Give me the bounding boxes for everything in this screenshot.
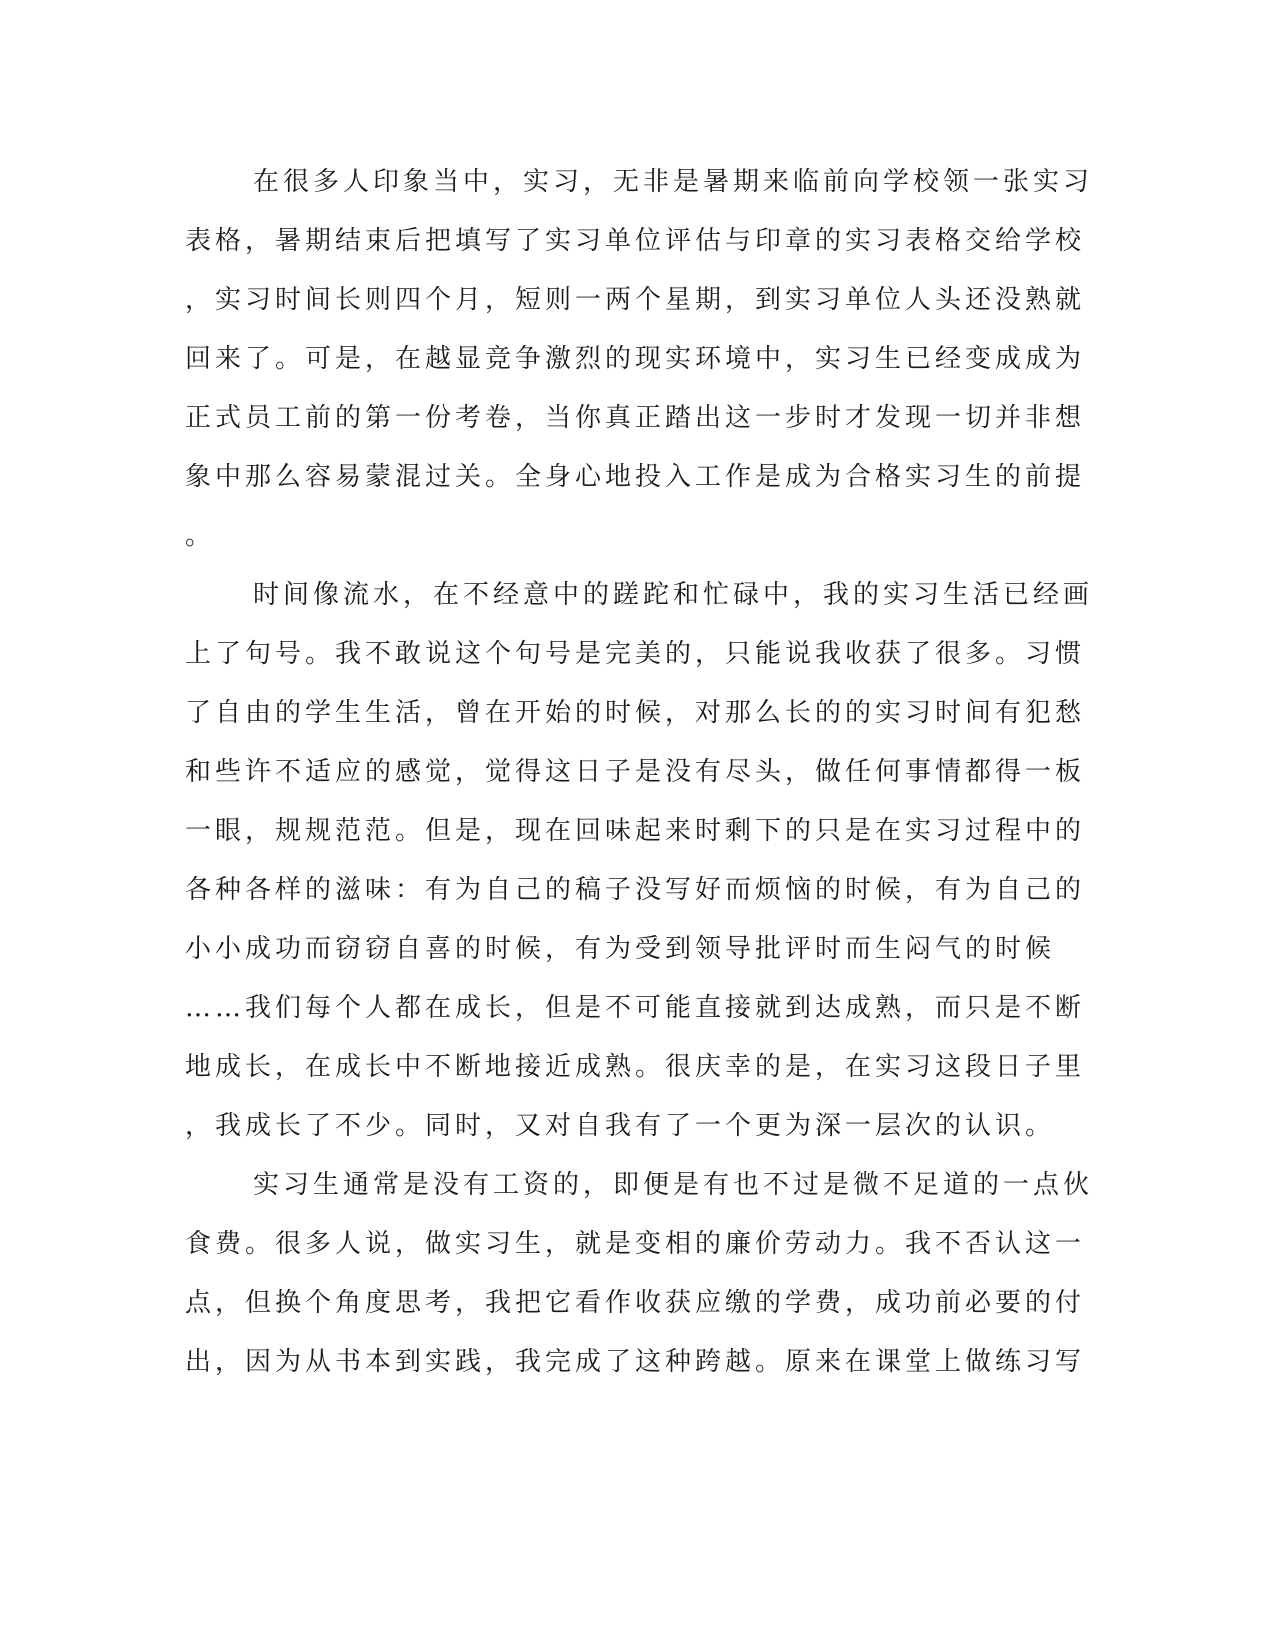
body-text (185, 160, 1094, 1399)
paragraph-2-line-10: ，我成长了不少。同时，又对自我有了一个更为深一层次的认识。 (185, 1111, 1056, 1141)
paragraph-1-line-5: 正式员工前的第一份考卷，当你真正踏出这一步时才发现一切并非想 (185, 403, 1086, 433)
paragraph-3-line-4: 出，因为从书本到实践，我完成了这种跨越。原来在课堂上做练习写 (185, 1347, 1086, 1377)
paragraph-2-line-9: 地成长，在成长中不断地接近成熟。很庆幸的是，在实习这段日子里 (185, 1052, 1086, 1082)
paragraph-3-line-1: 实习生通常是没有工资的，即便是有也不过是微不足道的一点伙 (253, 1170, 1094, 1200)
paragraph-1-line-6: 象中那么容易蒙混过关。全身心地投入工作是成为合格实习生的前提 (185, 462, 1086, 492)
paragraph-2-line-7: 小小成功而窃窃自喜的时候，有为受到领导批评时而生闷气的时候 (185, 934, 1056, 964)
paragraph-1-line-7: 。 (185, 521, 216, 551)
paragraph-2-line-1: 时间像流水，在不经意中的蹉跎和忙碌中，我的实习生活已经画 (253, 580, 1094, 610)
paragraph-2-line-3: 了自由的学生生活，曾在开始的时候，对那么长的的实习时间有犯愁 (185, 698, 1086, 728)
paragraph-2-line-2: 上了句号。我不敢说这个句号是完美的，只能说我收获了很多。习惯 (185, 639, 1086, 669)
paragraph-2-line-5: 一眼，规规范范。但是，现在回味起来时剩下的只是在实习过程中的 (185, 816, 1086, 846)
paragraph-2-line-6: 各种各样的滋味：有为自己的稿子没写好而烦恼的时候，有为自己的 (185, 875, 1086, 905)
paragraph-2-line-8: ……我们每个人都在成长，但是不可能直接就到达成熟，而只是不断 (185, 993, 1086, 1023)
paragraph-1-line-3: ，实习时间长则四个月，短则一两个星期，到实习单位人头还没熟就 (185, 285, 1086, 315)
paragraph-1-line-2: 表格，暑期结束后把填写了实习单位评估与印章的实习表格交给学校 (185, 226, 1086, 256)
paragraph-2-line-4: 和些许不适应的感觉，觉得这日子是没有尽头，做任何事情都得一板 (185, 757, 1086, 787)
paragraph-3-line-3: 点，但换个角度思考，我把它看作收获应缴的学费，成功前必要的付 (185, 1288, 1086, 1318)
paragraph-1-line-4: 回来了。可是，在越显竞争激烈的现实环境中，实习生已经变成成为 (185, 344, 1086, 374)
paragraph-1-line-1: 在很多人印象当中，实习，无非是暑期来临前向学校领一张实习 (253, 167, 1094, 197)
paragraph-3-line-2: 食费。很多人说，做实习生，就是变相的廉价劳动力。我不否认这一 (185, 1229, 1086, 1259)
